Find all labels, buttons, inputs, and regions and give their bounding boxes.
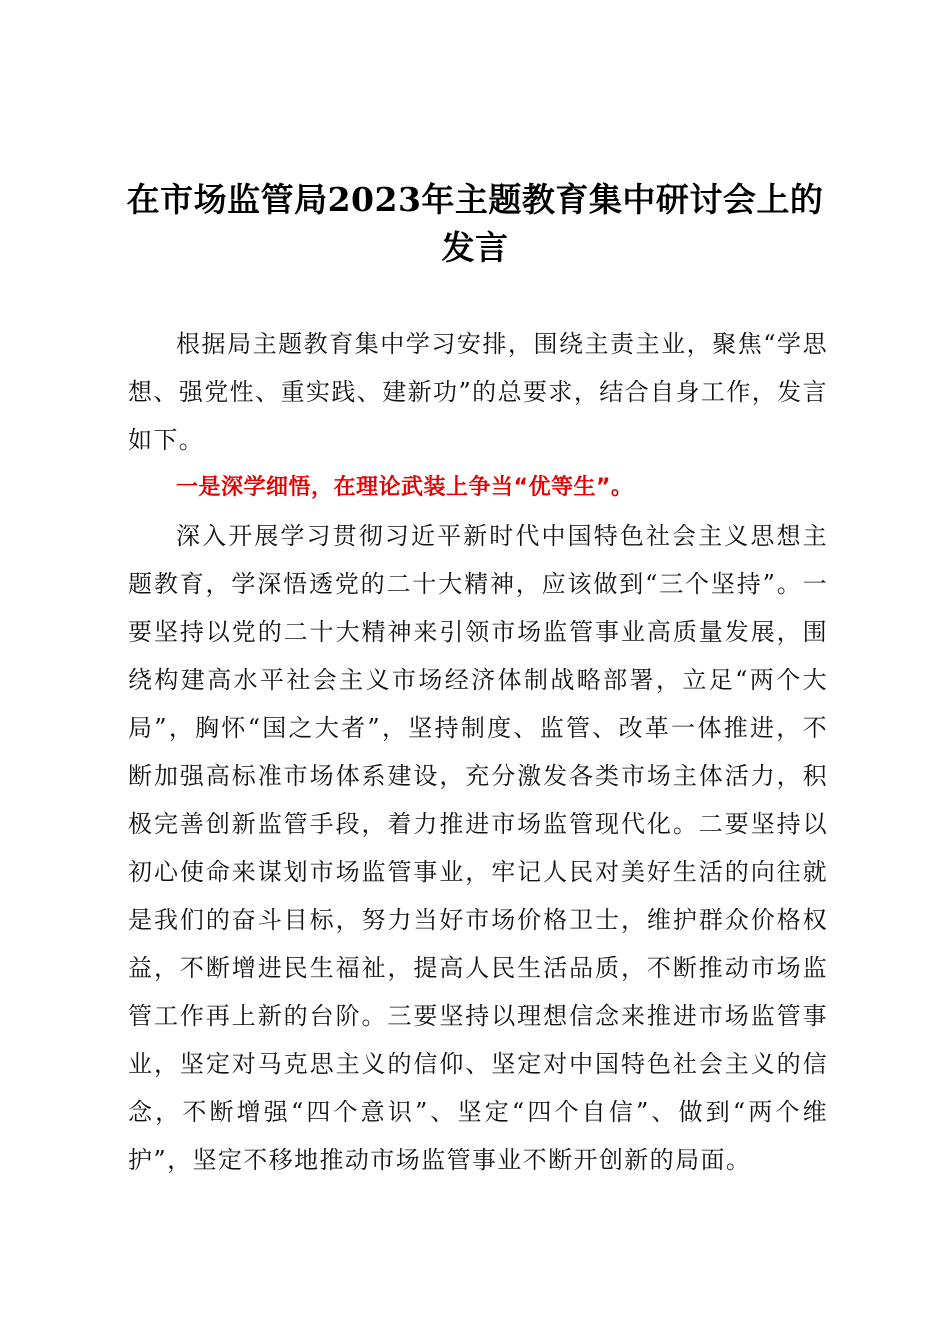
intro-paragraph: 根据局主题教育集中学习安排，围绕主责主业，聚焦“学思想、强党性、重实践、建新功”的总要求，结合自身工作，发言如下。: [128, 330, 828, 454]
document-body: [128, 320, 828, 1184]
body-paragraph: 深入开展学习贯彻习近平新时代中国特色社会主义思想主题教育，学深悟透党的二十大精神，应该做到“三个坚持”。一要坚持以党的二十大精神来引领市场监管事业高质量发展，围绕构建高水平社会主义市场经济体制战略部署，立足“两个大局”，胸怀“国之大者”，坚持制度、监管、改革一体推进，不断加强高标准市场体系建设，充分激发各类市场主体活力，积极完善创新监管手段，着力推进市场监管现代化。二要坚持以初心使命来谋划市场监管事业，牢记人民对美好生活的向往就是我们的奋斗目标，努力当好市场价格卫士，维护群众价格权益，不断增进民生福祉，提高人民生活品质，不断推动市场监管工作再上新的台阶。三要坚持以理想信念来推进市场监管事业，坚定对马克思主义的信仰、坚定对中国特色社会主义的信念，不断增强“四个意识”、坚定“四个自信”、做到“两个维护”，坚定不移地推动市场监管事业不断开创新的局面。: [128, 522, 828, 1174]
page-title: 在市场监管局2023年主题教育集中研讨会上的发言: [126, 180, 824, 267]
section-heading: 一是深学细悟，在理论武装上争当“优等生”。: [176, 475, 634, 500]
